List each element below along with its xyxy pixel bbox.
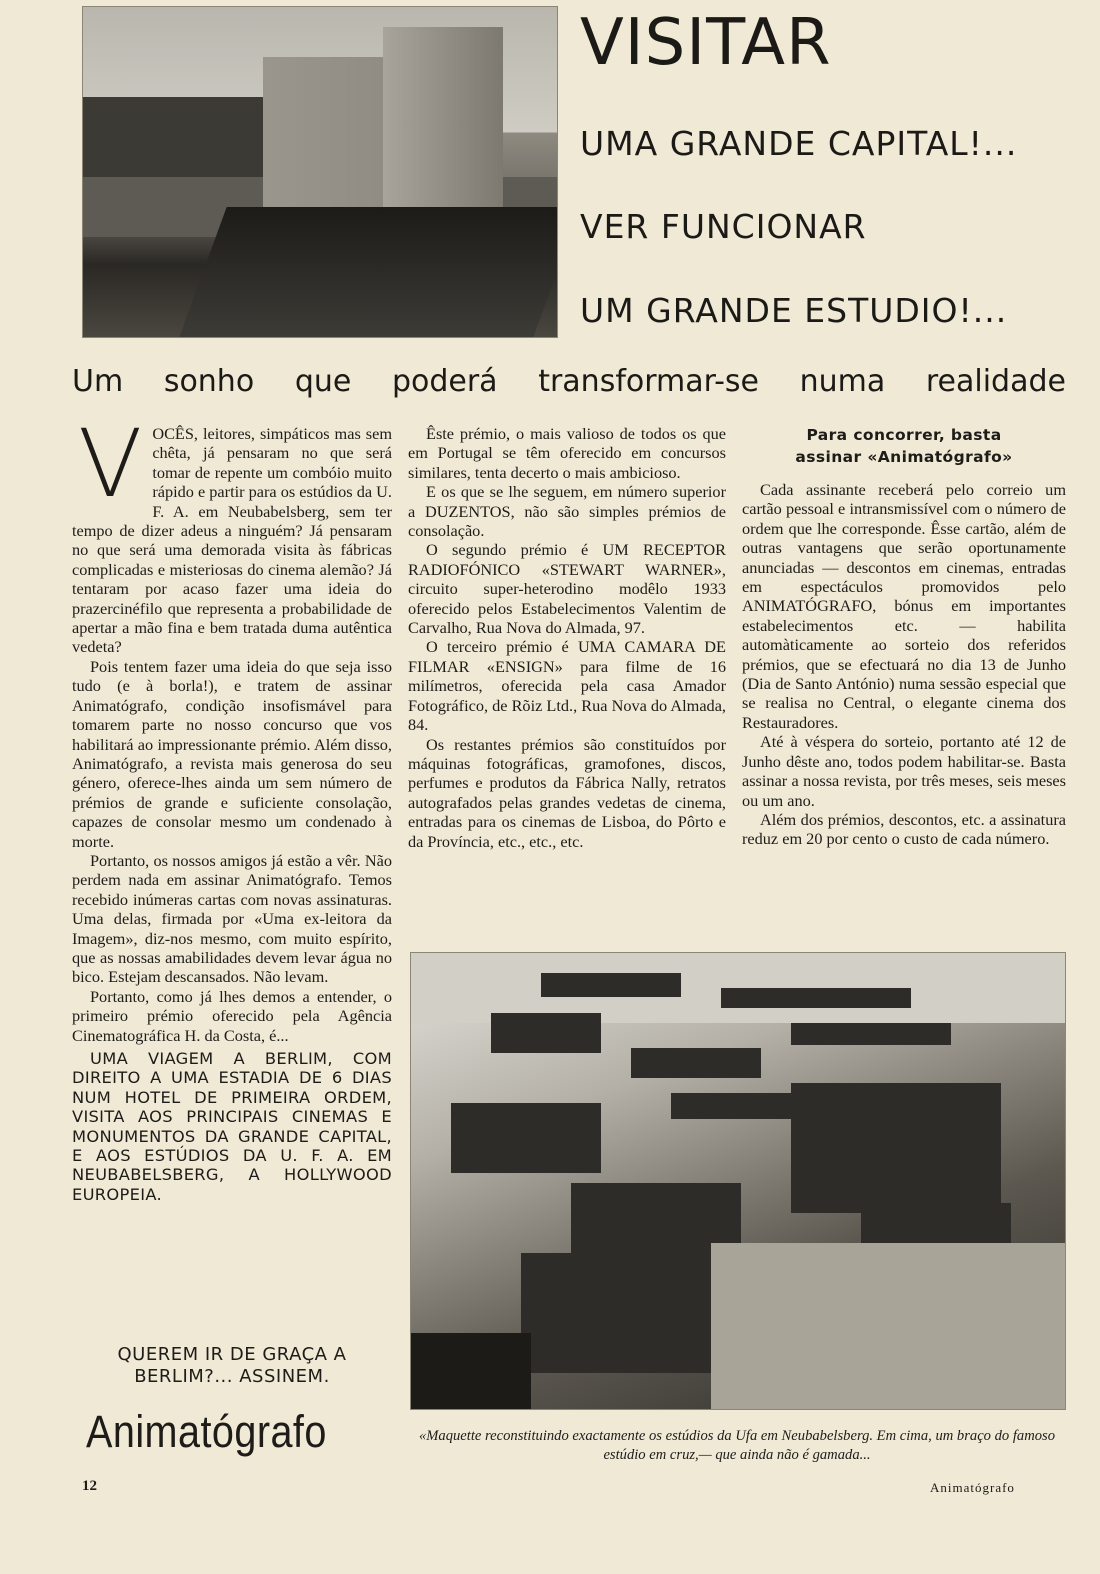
headline-line-2: UMA GRANDE CAPITAL!...	[580, 124, 1018, 163]
call-to-action	[72, 1344, 392, 1388]
page-number: 12	[82, 1478, 97, 1494]
paragraph: Portanto, os nossos amigos já estão a vêr. Não perdem nada em assinar Animatógrafo. Temos recebido inúmeras cartas com novas assinaturas. Uma delas, firmada por «Uma ex-leitora da Imagem», diz-nos mesmo, com muito espírito, que as nossas amabilidades devem levar água no bico. Estejam descansados. Não levam.	[72, 850, 392, 987]
studio-model-photo	[410, 952, 1066, 1410]
headline-line-3: VER FUNCIONAR	[580, 207, 867, 246]
paragraph: Portanto, como já lhes demos a entender, o primeiro prémio oferecido pela Agência Cinematográfica H. da Costa, é...	[72, 986, 392, 1045]
prize-announcement: UMA VIAGEM A BERLIM, COM DIREITO A UMA ESTADIA DE 6 DIAS NUM HOTEL DE PRIMEIRA ORDEM, VISITA AOS PRINCIPAIS CINEMAS E MONUMENTOS DA GRANDE CAPITAL, E AOS ESTÚDIOS DA U. F. A. EM NEUBABELSBERG, A HOLLYWOOD EUROPEIA.	[72, 1049, 392, 1204]
subheadline-word: sonho	[163, 364, 255, 399]
article-column-2	[408, 424, 726, 851]
article-column-1	[72, 410, 392, 1204]
brand-logo: Animatógrafo	[86, 1406, 327, 1457]
subheadline-word: Um	[72, 364, 124, 399]
paragraph: Cada assinante receberá pelo correio um cartão pessoal e intransmissível com o número de ordem que lhe corresponde. Êsse cartão, além de outras vantagens que serão oportunamente anunciadas — descontos em cinemas, entradas em espectáculos promovidos pelo ANIMATÓGRAFO, bónus em importantes estabelecimentos etc. — habilita automàticamente ao sorteio dos referidos prémios, que se efectuará no dia 13 de Junho (Dia de Santo António) numa sessão especial que se realisa no Central, o elegante cinema dos Restauradores.	[742, 480, 1066, 732]
subheadline-word: realidade	[925, 364, 1066, 399]
paragraph: O segundo prémio é UM RECEPTOR RADIOFÓNICO «STEWART WARNER», circuito super-heterodino modêlo 1933 oferecido pelos Estabelecimentos Valentim de Carvalho, Rua Nova do Almada, 97.	[408, 540, 726, 638]
cta-line-2: BERLIM?... ASSINEM.	[134, 1366, 330, 1387]
paragraph: Êste prémio, o mais valioso de todos os que em Portugal se têm oferecido em concursos similares, tenta decerto o mais ambicioso.	[408, 424, 726, 482]
subheadline	[72, 364, 1066, 399]
paragraph: Além dos prémios, descontos, etc. a assinatura reduz em 20 por cento o custo de cada número.	[742, 809, 1066, 849]
paragraph: Até à véspera do sorteio, portanto até 12 de Junho dêste ano, todos podem habilitar-se. Basta assinar a nossa revista, por três meses, seis meses ou um ano.	[742, 732, 1066, 810]
footer-brand: Animatógrafo	[930, 1480, 1015, 1495]
subheadline-word: poderá	[391, 364, 498, 399]
headline-line-4: UM GRANDE ESTUDIO!...	[580, 291, 1008, 330]
article-column-3	[742, 424, 1066, 849]
paragraph: O terceiro prémio é UMA CAMARA DE FILMAR «ENSIGN» para filme de 16 milímetros, oferecida pela casa Amador Fotográfico, de Rõiz Ltd., Rua Nova do Almada, 84.	[408, 637, 726, 735]
headline-line-1: VISITAR	[580, 6, 832, 80]
paragraph: VOCÊS, leitores, simpáticos mas sem chêta, já pensaram no que será tomar de repente um combóio muito rápido e partir para os estúdios da U. F. A. em Neubabelsberg, sem ter tempo de dizer adeus a ninguém? Já pensaram no que será uma demorada visita às fábricas complicadas e misteriosas do cinema alemão? Já tentaram por acaso fazer uma ideia do prazercinéfilo que representa a probabilidade de apertar a mão fina e bem tratada duma autêntica vedeta?	[72, 410, 392, 657]
studio-building-photo	[82, 6, 558, 338]
subheadline-word: numa	[799, 364, 886, 399]
paragraph: Pois tentem fazer uma ideia do que seja isso tudo (e à borla!), e tratem de assinar Animatógrafo, condição insofismável para tomarem parte no nosso concurso que vos habilitará ao impressionante prémio. Além disso, Animatógrafo, a revista mais generosa do seu género, oferece-lhes ainda um sem número de prémios de grande e suficiente consolação, capazes de consolar mesmo um condenado à morte.	[72, 656, 392, 851]
drop-cap: V	[78, 410, 143, 519]
section-heading: Para concorrer, basta assinar «Animatógrafo»	[795, 426, 1013, 466]
subheadline-word: transformar-se	[538, 364, 759, 399]
cta-line-1: QUEREM IR DE GRAÇA A	[117, 1344, 347, 1365]
paragraph: Os restantes prémios são constituídos por máquinas fotográficas, gramofones, discos, perfumes e produtos da Fábrica Nally, retratos autografados pelas grandes vedetas de cinema, entradas para os cinemas de Lisboa, do Pôrto e da Província, etc., etc., etc.	[408, 734, 726, 851]
subheadline-word: que	[294, 364, 352, 399]
photo-caption: «Maquette reconstituindo exactamente os estúdios da Ufa em Neubabelsberg. Em cima, um braço do famoso estúdio em cruz,— que ainda não é gamada...	[418, 1428, 1056, 1463]
paragraph: E os que se lhe seguem, em número superior a DUZENTOS, não são simples prémios de consolação.	[408, 482, 726, 541]
